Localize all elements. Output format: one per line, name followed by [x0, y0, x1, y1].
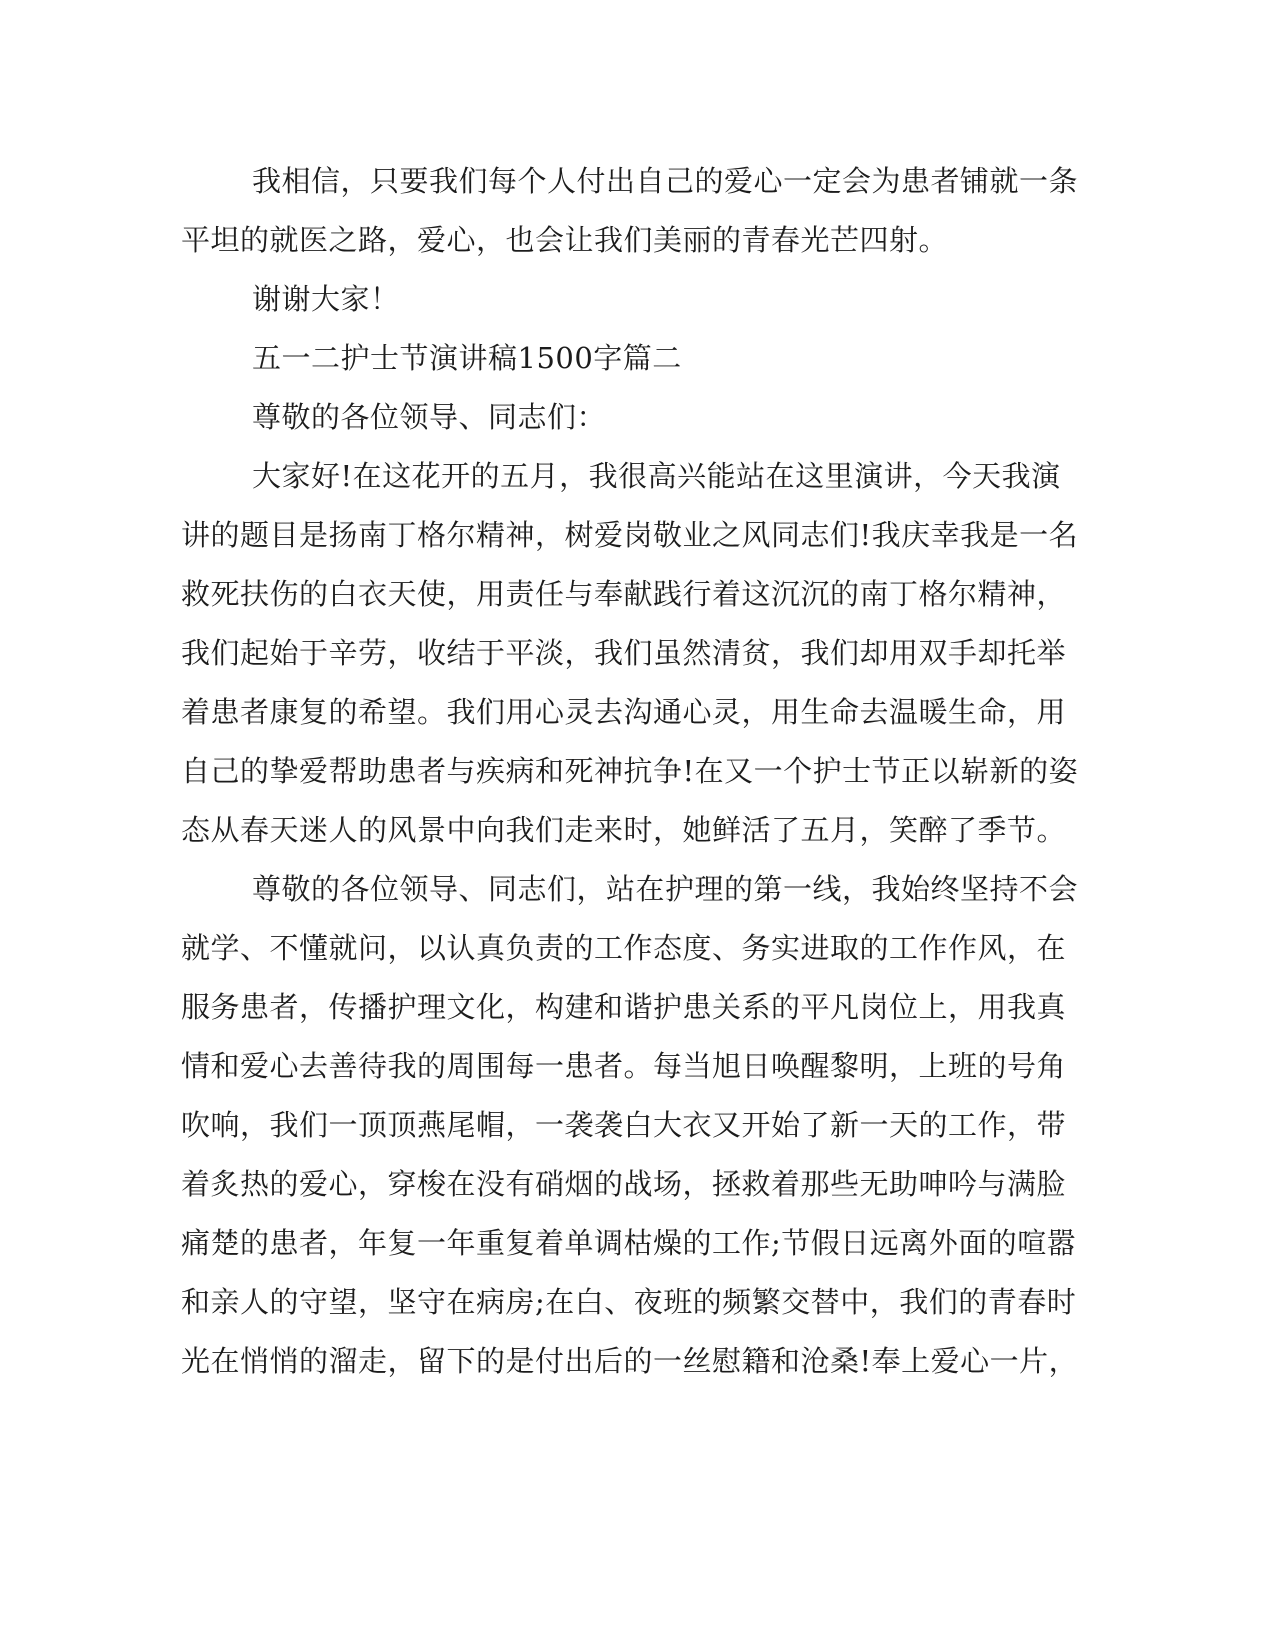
text-line: 痛楚的患者，年复一年重复着单调枯燥的工作;节假日远离外面的喧嚣 — [181, 1226, 1077, 1260]
text-line: 我相信，只要我们每个人付出自己的爱心一定会为患者铺就一条 — [252, 164, 1079, 198]
salutation: 尊敬的各位领导、同志们： — [252, 400, 607, 434]
text-line: 情和爱心去善待我的周围每一患者。每当旭日唤醒黎明，上班的号角 — [181, 1049, 1067, 1083]
text-line: 就学、不懂就问，以认真负责的工作态度、务实进取的工作作风，在 — [181, 931, 1067, 965]
text-line: 大家好!在这花开的五月，我很高兴能站在这里演讲，今天我演 — [252, 459, 1061, 493]
text-line: 尊敬的各位领导、同志们，站在护理的第一线，我始终坚持不会 — [252, 872, 1079, 906]
text-line: 和亲人的守望，坚守在病房;在白、夜班的频繁交替中，我们的青春时 — [181, 1285, 1077, 1319]
text-line: 态从春天迷人的风景中向我们走来时，她鲜活了五月，笑醉了季节。 — [181, 813, 1067, 847]
text-line: 平坦的就医之路，爱心，也会让我们美丽的青春光芒四射。 — [181, 223, 949, 257]
section-heading: 五一二护士节演讲稿1500字篇二 — [252, 341, 682, 375]
text-line: 讲的题目是扬南丁格尔精神，树爱岗敬业之风同志们!我庆幸我是一名 — [181, 518, 1079, 552]
text-line: 着炙热的爱心，穿梭在没有硝烟的战场，拯救着那些无助呻吟与满脸 — [181, 1167, 1067, 1201]
text-line: 服务患者，传播护理文化，构建和谐护患关系的平凡岗位上，用我真 — [181, 990, 1067, 1024]
text-line: 光在悄悄的溜走，留下的是付出后的一丝慰籍和沧桑!奉上爱心一片， — [181, 1344, 1079, 1378]
text-line: 自己的挚爱帮助患者与疾病和死神抗争!在又一个护士节正以崭新的姿 — [181, 754, 1079, 788]
text-line: 谢谢大家！ — [252, 282, 400, 316]
text-line: 我们起始于辛劳，收结于平淡，我们虽然清贫，我们却用双手却托举 — [181, 636, 1067, 670]
text-line: 吹响，我们一顶顶燕尾帽，一袭袭白大衣又开始了新一天的工作，带 — [181, 1108, 1067, 1142]
text-line: 着患者康复的希望。我们用心灵去沟通心灵，用生命去温暖生命，用 — [181, 695, 1067, 729]
text-line: 救死扶伤的白衣天使，用责任与奉献践行着这沉沉的南丁格尔精神， — [181, 577, 1067, 611]
